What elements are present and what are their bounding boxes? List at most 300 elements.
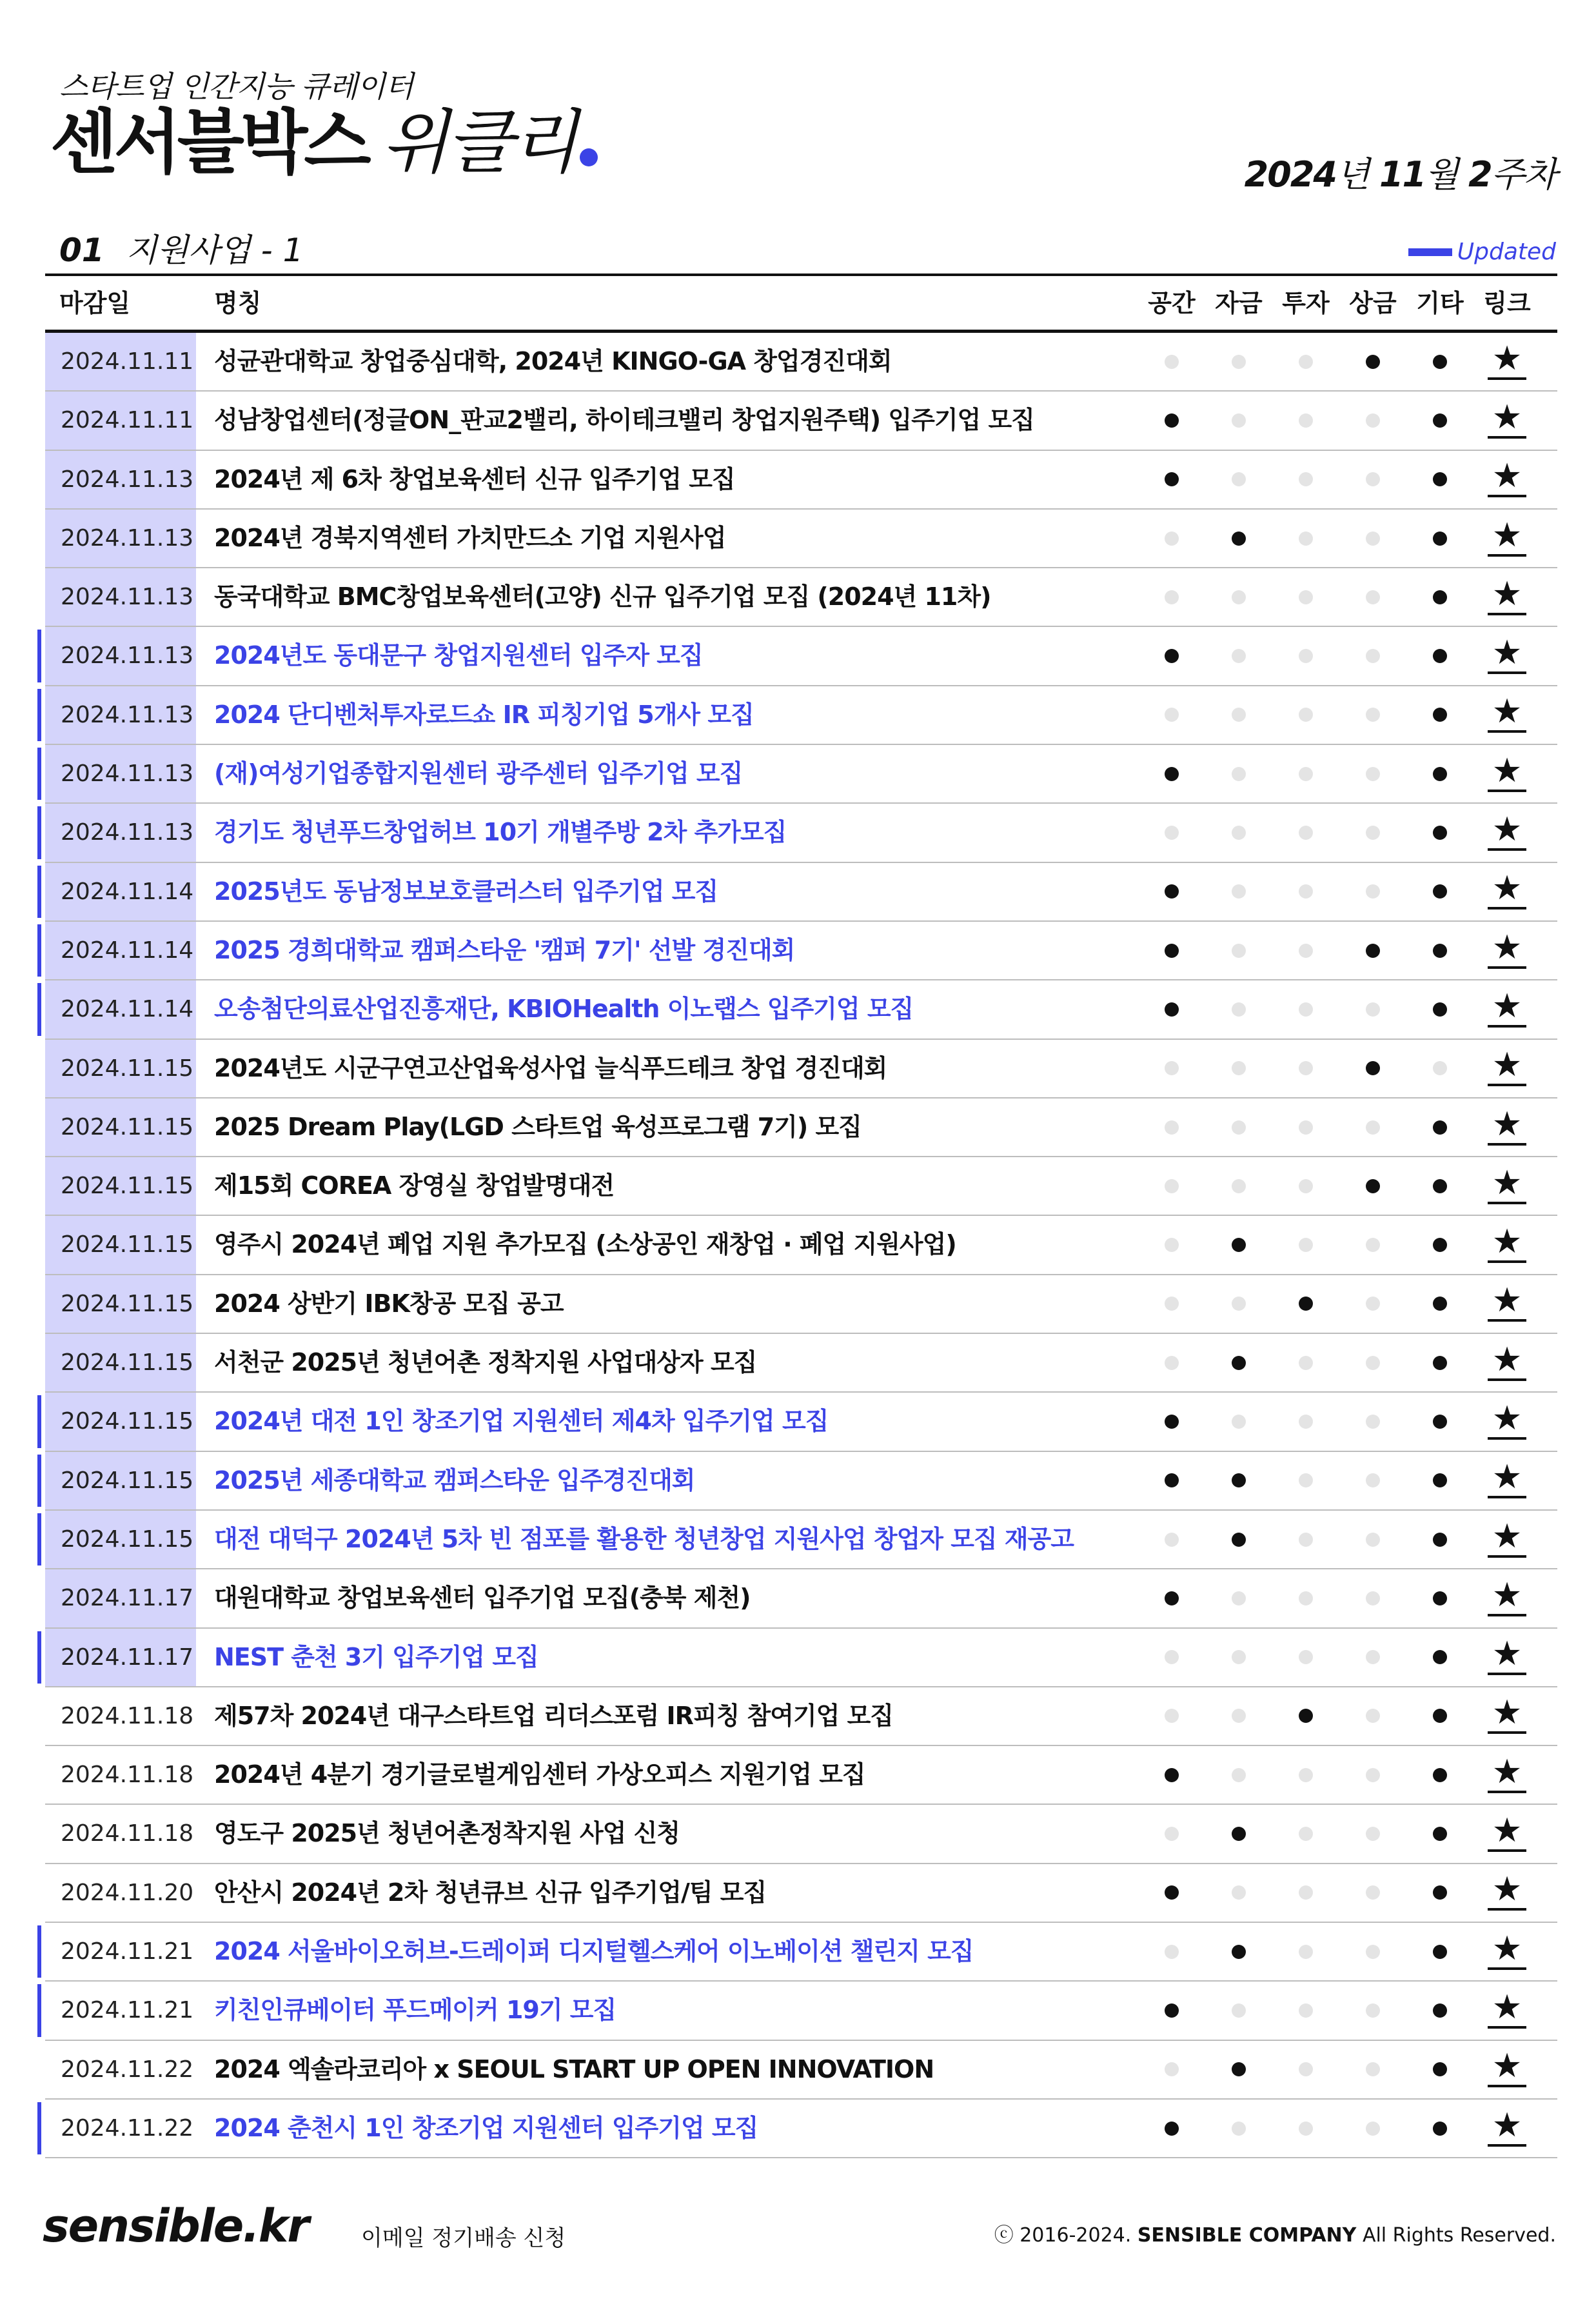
row-title: 2025 Dream Play(LGD 스타트업 육성프로그램 7기) 모집 xyxy=(214,1112,862,1141)
etc-dot-icon xyxy=(1433,1709,1447,1723)
invest-dot-icon xyxy=(1299,2003,1313,2018)
space-dot-icon xyxy=(1165,590,1179,604)
row-deadline: 2024.11.18 xyxy=(61,1702,194,1729)
etc-dot-icon xyxy=(1433,413,1447,428)
space-dot-icon xyxy=(1165,1650,1179,1664)
row-deadline: 2024.11.18 xyxy=(61,1820,194,1847)
updated-bar-icon xyxy=(1408,248,1452,256)
table-row[interactable] xyxy=(45,510,1557,568)
company-name: SENSIBLE COMPANY xyxy=(1137,2224,1357,2247)
row-deadline: 2024.11.15 xyxy=(45,1511,196,1568)
invest-dot-icon xyxy=(1299,1768,1313,1782)
link-star-icon[interactable]: ★ xyxy=(1488,1223,1526,1263)
link-star-icon[interactable]: ★ xyxy=(1488,752,1526,792)
invest-dot-icon xyxy=(1299,1356,1313,1370)
etc-dot-icon xyxy=(1433,1238,1447,1252)
fund-dot-icon xyxy=(1232,1650,1246,1664)
row-deadline: 2024.11.15 xyxy=(45,1452,196,1509)
table-header xyxy=(45,273,1557,333)
space-dot-icon xyxy=(1165,1179,1179,1193)
invest-dot-icon xyxy=(1299,1709,1313,1723)
etc-dot-icon xyxy=(1433,2122,1447,2136)
updated-label: Updated xyxy=(1457,239,1556,265)
row-title: 대전 대덕구 2024년 5차 빈 점포를 활용한 청년창업 지원사업 창업자 모집 재공고 xyxy=(214,1524,1074,1553)
etc-dot-icon xyxy=(1433,1827,1447,1841)
row-title: 오송첨단의료산업진흥재단, KBIOHealth 이노랩스 입주기업 모집 xyxy=(214,995,914,1024)
space-dot-icon xyxy=(1165,884,1179,899)
row-title: 경기도 청년푸드창업허브 10기 개별주방 2차 추가모집 xyxy=(214,818,787,847)
invest-dot-icon xyxy=(1299,708,1313,722)
row-deadline: 2024.11.15 xyxy=(45,1393,196,1450)
space-dot-icon xyxy=(1165,355,1179,369)
invest-dot-icon xyxy=(1299,1885,1313,1900)
row-deadline: 2024.11.15 xyxy=(45,1157,196,1215)
fund-dot-icon xyxy=(1232,708,1246,722)
fund-dot-icon xyxy=(1232,1709,1246,1723)
fund-dot-icon xyxy=(1232,472,1246,486)
link-star-icon[interactable]: ★ xyxy=(1488,2047,1526,2087)
space-dot-icon xyxy=(1165,413,1179,428)
row-title: 2024년 경북지역센터 가치만드소 기업 지원사업 xyxy=(214,523,726,552)
space-dot-icon xyxy=(1165,1002,1179,1017)
fund-dot-icon xyxy=(1232,1297,1246,1311)
row-deadline: 2024.11.20 xyxy=(61,1879,194,1906)
link-star-icon[interactable]: ★ xyxy=(1488,693,1526,733)
col-space: 공간 xyxy=(1148,289,1196,317)
invest-dot-icon xyxy=(1299,1297,1313,1311)
etc-dot-icon xyxy=(1433,884,1447,899)
table-row[interactable] xyxy=(45,1040,1557,1098)
prize-dot-icon xyxy=(1366,1179,1380,1193)
prize-dot-icon xyxy=(1366,2003,1380,2018)
prize-dot-icon xyxy=(1366,355,1380,369)
row-title: 2024년 제 6차 창업보육센터 신규 입주기업 모집 xyxy=(214,464,735,493)
prize-dot-icon xyxy=(1366,1533,1380,1547)
space-dot-icon xyxy=(1165,649,1179,663)
etc-dot-icon xyxy=(1433,1945,1447,1959)
table-body xyxy=(45,333,1557,2158)
week-number: 2 xyxy=(1468,154,1492,195)
etc-dot-icon xyxy=(1433,1533,1447,1547)
invest-dot-icon xyxy=(1299,826,1313,840)
prize-dot-icon xyxy=(1366,1473,1380,1487)
etc-dot-icon xyxy=(1433,1061,1447,1075)
invest-dot-icon xyxy=(1299,1120,1313,1135)
row-title: 2024 서울바이오허브-드레이퍼 디지털헬스케어 이노베이션 챌린지 모집 xyxy=(214,1937,974,1966)
row-title: 서천군 2025년 청년어촌 정착지원 사업대상자 모집 xyxy=(214,1348,757,1377)
etc-dot-icon xyxy=(1433,767,1447,781)
section-number: 01 xyxy=(59,232,104,269)
link-star-icon[interactable]: ★ xyxy=(1488,1576,1526,1616)
fund-dot-icon xyxy=(1232,1473,1246,1487)
fund-dot-icon xyxy=(1232,1179,1246,1193)
row-deadline: 2024.11.14 xyxy=(45,980,196,1038)
row-title: 2024년도 동대문구 창업지원센터 입주자 모집 xyxy=(214,641,703,670)
prize-dot-icon xyxy=(1366,413,1380,428)
row-deadline: 2024.11.17 xyxy=(45,1629,196,1686)
row-title: 안산시 2024년 2차 청년큐브 신규 입주기업/팀 모집 xyxy=(214,1878,767,1907)
copyright-prefix: ⓒ 2016-2024. xyxy=(994,2224,1132,2247)
invest-dot-icon xyxy=(1299,1473,1313,1487)
row-title: 영도구 2025년 청년어촌정착지원 사업 신청 xyxy=(214,1819,680,1848)
link-star-icon[interactable]: ★ xyxy=(1488,870,1526,909)
etc-dot-icon xyxy=(1433,2062,1447,2076)
fund-dot-icon xyxy=(1232,944,1246,958)
fund-dot-icon xyxy=(1232,1827,1246,1841)
link-star-icon[interactable]: ★ xyxy=(1488,457,1526,497)
fund-dot-icon xyxy=(1232,1120,1246,1135)
link-star-icon[interactable]: ★ xyxy=(1488,634,1526,674)
link-star-icon[interactable]: ★ xyxy=(1488,1164,1526,1204)
link-star-icon[interactable]: ★ xyxy=(1488,1458,1526,1498)
invest-dot-icon xyxy=(1299,1827,1313,1841)
space-dot-icon xyxy=(1165,1827,1179,1841)
space-dot-icon xyxy=(1165,1533,1179,1547)
fund-dot-icon xyxy=(1232,649,1246,663)
week-year-unit: 년 xyxy=(1335,154,1369,195)
space-dot-icon xyxy=(1165,1238,1179,1252)
invest-dot-icon xyxy=(1299,413,1313,428)
space-dot-icon xyxy=(1165,944,1179,958)
row-title: 2024년 4분기 경기글로벌게임센터 가상오피스 지원기업 모집 xyxy=(214,1760,865,1789)
prize-dot-icon xyxy=(1366,2062,1380,2076)
link-star-icon[interactable]: ★ xyxy=(1488,1871,1526,1911)
row-title: NEST 춘천 3기 입주기업 모집 xyxy=(214,1642,538,1671)
fund-dot-icon xyxy=(1232,1002,1246,1017)
prize-dot-icon xyxy=(1366,826,1380,840)
invest-dot-icon xyxy=(1299,944,1313,958)
invest-dot-icon xyxy=(1299,884,1313,899)
row-title: 2025년 세종대학교 캠퍼스타운 입주경진대회 xyxy=(214,1466,695,1495)
row-deadline: 2024.11.15 xyxy=(45,1098,196,1156)
fund-dot-icon xyxy=(1232,1238,1246,1252)
row-title: 2025 경희대학교 캠퍼스타운 '캠퍼 7기' 선발 경진대회 xyxy=(214,935,795,964)
section-title: 지원사업 - 1 xyxy=(126,232,304,269)
table-row[interactable] xyxy=(45,922,1557,980)
row-deadline: 2024.11.13 xyxy=(45,627,196,684)
link-star-icon[interactable]: ★ xyxy=(1488,1812,1526,1852)
fund-dot-icon xyxy=(1232,2122,1246,2136)
brand-title-bold: 센서블박스 xyxy=(50,103,368,183)
table-row[interactable] xyxy=(45,1923,1557,1982)
etc-dot-icon xyxy=(1433,649,1447,663)
invest-dot-icon xyxy=(1299,1061,1313,1075)
prize-dot-icon xyxy=(1366,944,1380,958)
row-title: 2024년 대전 1인 창조기업 지원센터 제4차 입주기업 모집 xyxy=(214,1407,829,1436)
prize-dot-icon xyxy=(1366,1415,1380,1429)
prize-dot-icon xyxy=(1366,1650,1380,1664)
etc-dot-icon xyxy=(1433,590,1447,604)
row-title: 제57차 2024년 대구스타트업 리더스포럼 IR피칭 참여기업 모집 xyxy=(214,1701,893,1730)
link-star-icon[interactable]: ★ xyxy=(1488,575,1526,615)
table-row[interactable] xyxy=(45,1864,1557,1923)
footer-logo[interactable]: sensible.kr xyxy=(43,2200,308,2252)
row-deadline: 2024.11.21 xyxy=(61,1938,194,1965)
table-row[interactable] xyxy=(45,1275,1557,1334)
link-star-icon[interactable]: ★ xyxy=(1488,929,1526,969)
table-row[interactable] xyxy=(45,745,1557,804)
col-invest: 투자 xyxy=(1282,289,1330,317)
link-star-icon[interactable]: ★ xyxy=(1488,1282,1526,1322)
link-star-icon[interactable]: ★ xyxy=(1488,340,1526,380)
prize-dot-icon xyxy=(1366,1120,1380,1135)
etc-dot-icon xyxy=(1433,826,1447,840)
row-deadline: 2024.11.15 xyxy=(45,1275,196,1333)
row-deadline: 2024.11.13 xyxy=(45,745,196,802)
program-table xyxy=(45,273,1557,2158)
prize-dot-icon xyxy=(1366,532,1380,546)
table-row[interactable] xyxy=(45,804,1557,862)
link-star-icon[interactable]: ★ xyxy=(1488,988,1526,1028)
row-deadline: 2024.11.13 xyxy=(45,568,196,626)
table-row[interactable] xyxy=(45,2041,1557,2100)
brand-title-light: 위클리 xyxy=(381,103,576,183)
space-dot-icon xyxy=(1165,1120,1179,1135)
row-deadline: 2024.11.17 xyxy=(45,1569,196,1627)
space-dot-icon xyxy=(1165,2062,1179,2076)
prize-dot-icon xyxy=(1366,590,1380,604)
space-dot-icon xyxy=(1165,1473,1179,1487)
fund-dot-icon xyxy=(1232,884,1246,899)
space-dot-icon xyxy=(1165,767,1179,781)
prize-dot-icon xyxy=(1366,1297,1380,1311)
space-dot-icon xyxy=(1165,1297,1179,1311)
table-row[interactable] xyxy=(45,1982,1557,2040)
link-star-icon[interactable]: ★ xyxy=(1488,1518,1526,1558)
table-row[interactable] xyxy=(45,627,1557,686)
link-star-icon[interactable]: ★ xyxy=(1488,1341,1526,1381)
table-row[interactable] xyxy=(45,1569,1557,1628)
etc-dot-icon xyxy=(1433,1120,1447,1135)
row-deadline: 2024.11.13 xyxy=(45,804,196,861)
etc-dot-icon xyxy=(1433,1297,1447,1311)
space-dot-icon xyxy=(1165,532,1179,546)
invest-dot-icon xyxy=(1299,2122,1313,2136)
table-row[interactable] xyxy=(45,1393,1557,1451)
fund-dot-icon xyxy=(1232,1061,1246,1075)
etc-dot-icon xyxy=(1433,2003,1447,2018)
row-title: 2024 상반기 IBK창공 모집 공고 xyxy=(214,1289,564,1318)
invest-dot-icon xyxy=(1299,2062,1313,2076)
prize-dot-icon xyxy=(1366,1768,1380,1782)
invest-dot-icon xyxy=(1299,1238,1313,1252)
fund-dot-icon xyxy=(1232,826,1246,840)
etc-dot-icon xyxy=(1433,1356,1447,1370)
table-row[interactable] xyxy=(45,392,1557,450)
link-star-icon[interactable]: ★ xyxy=(1488,1989,1526,2029)
brand-title xyxy=(50,103,598,183)
link-star-icon[interactable]: ★ xyxy=(1488,1106,1526,1146)
etc-dot-icon xyxy=(1433,1885,1447,1900)
prize-dot-icon xyxy=(1366,1002,1380,1017)
table-row[interactable] xyxy=(45,1098,1557,1157)
prize-dot-icon xyxy=(1366,472,1380,486)
row-deadline: 2024.11.15 xyxy=(45,1040,196,1097)
table-row[interactable] xyxy=(45,863,1557,922)
table-row[interactable] xyxy=(45,333,1557,392)
invest-dot-icon xyxy=(1299,1650,1313,1664)
row-deadline: 2024.11.22 xyxy=(61,2114,194,2142)
table-row[interactable] xyxy=(45,1334,1557,1393)
invest-dot-icon xyxy=(1299,767,1313,781)
prize-dot-icon xyxy=(1366,1238,1380,1252)
link-star-icon[interactable]: ★ xyxy=(1488,1635,1526,1675)
prize-dot-icon xyxy=(1366,1356,1380,1370)
table-row[interactable] xyxy=(45,451,1557,510)
section-heading xyxy=(59,224,303,271)
week-month-unit: 월 xyxy=(1425,154,1458,195)
invest-dot-icon xyxy=(1299,532,1313,546)
row-title: 2025년도 동남정보보호클러스터 입주기업 모집 xyxy=(214,877,718,906)
etc-dot-icon xyxy=(1433,1415,1447,1429)
etc-dot-icon xyxy=(1433,944,1447,958)
prize-dot-icon xyxy=(1366,1827,1380,1841)
etc-dot-icon xyxy=(1433,472,1447,486)
space-dot-icon xyxy=(1165,708,1179,722)
table-row[interactable] xyxy=(45,1511,1557,1569)
row-title: 성남창업센터(정글ON_판교2밸리, 하이테크밸리 창업지원주택) 입주기업 모집 xyxy=(214,406,1034,435)
week-month: 11 xyxy=(1379,154,1426,195)
invest-dot-icon xyxy=(1299,1179,1313,1193)
invest-dot-icon xyxy=(1299,1002,1313,1017)
col-link: 링크 xyxy=(1483,289,1531,317)
row-deadline: 2024.11.22 xyxy=(61,2056,194,2083)
fund-dot-icon xyxy=(1232,590,1246,604)
space-dot-icon xyxy=(1165,1061,1179,1075)
row-deadline: 2024.11.14 xyxy=(45,863,196,920)
copyright-suffix: All Rights Reserved. xyxy=(1362,2224,1556,2247)
fund-dot-icon xyxy=(1232,1533,1246,1547)
subscribe-link[interactable]: 이메일 정기배송 신청 xyxy=(361,2225,566,2251)
row-title: 제15회 COREA 장영실 창업발명대전 xyxy=(214,1171,615,1200)
col-fund: 자금 xyxy=(1215,289,1263,317)
etc-dot-icon xyxy=(1433,1002,1447,1017)
table-row[interactable] xyxy=(45,1805,1557,1864)
invest-dot-icon xyxy=(1299,355,1313,369)
link-star-icon[interactable]: ★ xyxy=(1488,811,1526,851)
row-title: 2024년도 시군구연고산업육성사업 늘식푸드테크 창업 경진대회 xyxy=(214,1053,887,1082)
col-etc: 기타 xyxy=(1416,289,1464,317)
table-row[interactable] xyxy=(45,1629,1557,1687)
fund-dot-icon xyxy=(1232,355,1246,369)
prize-dot-icon xyxy=(1366,1061,1380,1075)
space-dot-icon xyxy=(1165,1945,1179,1959)
space-dot-icon xyxy=(1165,1709,1179,1723)
table-row[interactable] xyxy=(45,2100,1557,2158)
prize-dot-icon xyxy=(1366,1885,1380,1900)
link-star-icon[interactable]: ★ xyxy=(1488,1753,1526,1793)
row-title: (재)여성기업종합지원센터 광주센터 입주기업 모집 xyxy=(214,759,743,788)
space-dot-icon xyxy=(1165,2003,1179,2018)
invest-dot-icon xyxy=(1299,1415,1313,1429)
link-star-icon[interactable]: ★ xyxy=(1488,1400,1526,1440)
copyright xyxy=(994,2219,1556,2247)
space-dot-icon xyxy=(1165,472,1179,486)
brand-dot-icon xyxy=(580,148,598,166)
invest-dot-icon xyxy=(1299,1591,1313,1605)
fund-dot-icon xyxy=(1232,1415,1246,1429)
prize-dot-icon xyxy=(1366,1591,1380,1605)
space-dot-icon xyxy=(1165,1768,1179,1782)
row-title: 2024 춘천시 1인 창조기업 지원센터 입주기업 모집 xyxy=(214,2113,758,2142)
etc-dot-icon xyxy=(1433,1179,1447,1193)
table-row[interactable] xyxy=(45,686,1557,745)
row-title: 2024 단디벤처투자로드쇼 IR 피칭기업 5개사 모집 xyxy=(214,700,754,729)
col-name: 명칭 xyxy=(214,289,262,317)
week-label xyxy=(1245,147,1556,197)
row-title: 동국대학교 BMC창업보육센터(고양) 신규 입주기업 모집 (2024년 11차) xyxy=(214,582,991,611)
etc-dot-icon xyxy=(1433,708,1447,722)
space-dot-icon xyxy=(1165,2122,1179,2136)
link-star-icon[interactable]: ★ xyxy=(1488,1046,1526,1086)
row-deadline: 2024.11.11 xyxy=(45,333,196,390)
space-dot-icon xyxy=(1165,1885,1179,1900)
invest-dot-icon xyxy=(1299,649,1313,663)
etc-dot-icon xyxy=(1433,1768,1447,1782)
row-deadline: 2024.11.11 xyxy=(45,392,196,449)
row-deadline: 2024.11.13 xyxy=(45,686,196,744)
etc-dot-icon xyxy=(1433,1591,1447,1605)
invest-dot-icon xyxy=(1299,472,1313,486)
etc-dot-icon xyxy=(1433,1473,1447,1487)
prize-dot-icon xyxy=(1366,1709,1380,1723)
row-title: 대원대학교 창업보육센터 입주기업 모집(충북 제천) xyxy=(214,1584,751,1613)
row-deadline: 2024.11.18 xyxy=(61,1762,194,1789)
prize-dot-icon xyxy=(1366,767,1380,781)
link-star-icon[interactable]: ★ xyxy=(1488,2107,1526,2147)
prize-dot-icon xyxy=(1366,649,1380,663)
table-row[interactable] xyxy=(45,980,1557,1039)
invest-dot-icon xyxy=(1299,1945,1313,1959)
fund-dot-icon xyxy=(1232,1591,1246,1605)
prize-dot-icon xyxy=(1366,2122,1380,2136)
row-deadline: 2024.11.21 xyxy=(61,1997,194,2024)
row-title: 2024 엑솔라코리아 x SEOUL START UP OPEN INNOVATION xyxy=(214,2054,934,2083)
link-star-icon[interactable]: ★ xyxy=(1488,1694,1526,1734)
link-star-icon[interactable]: ★ xyxy=(1488,399,1526,439)
row-deadline: 2024.11.15 xyxy=(45,1216,196,1273)
table-row[interactable] xyxy=(45,1216,1557,1275)
row-title: 영주시 2024년 폐업 지원 추가모집 (소상공인 재창업 · 폐업 지원사업) xyxy=(214,1230,956,1259)
table-row[interactable] xyxy=(45,1687,1557,1746)
row-deadline: 2024.11.13 xyxy=(45,510,196,567)
updated-legend xyxy=(1408,239,1556,265)
header-subtitle: 스타트업 인간지능 큐레이터 xyxy=(59,69,413,104)
table-row[interactable] xyxy=(45,1452,1557,1511)
space-dot-icon xyxy=(1165,1591,1179,1605)
space-dot-icon xyxy=(1165,1415,1179,1429)
week-number-unit: 주차 xyxy=(1491,154,1556,195)
space-dot-icon xyxy=(1165,826,1179,840)
table-row[interactable] xyxy=(45,1746,1557,1805)
row-deadline: 2024.11.14 xyxy=(45,922,196,979)
link-star-icon[interactable]: ★ xyxy=(1488,517,1526,557)
table-row[interactable] xyxy=(45,568,1557,627)
row-title: 성균관대학교 창업중심대학, 2024년 KINGO-GA 창업경진대회 xyxy=(214,347,892,375)
table-row[interactable] xyxy=(45,1157,1557,1216)
space-dot-icon xyxy=(1165,1356,1179,1370)
col-prize: 상금 xyxy=(1349,289,1397,317)
row-title: 키친인큐베이터 푸드메이커 19기 모집 xyxy=(214,1996,616,2025)
row-deadline: 2024.11.15 xyxy=(45,1334,196,1391)
fund-dot-icon xyxy=(1232,532,1246,546)
etc-dot-icon xyxy=(1433,532,1447,546)
invest-dot-icon xyxy=(1299,1533,1313,1547)
row-deadline: 2024.11.13 xyxy=(45,451,196,508)
link-star-icon[interactable]: ★ xyxy=(1488,1930,1526,1970)
prize-dot-icon xyxy=(1366,1945,1380,1959)
col-date: 마감일 xyxy=(59,289,131,317)
